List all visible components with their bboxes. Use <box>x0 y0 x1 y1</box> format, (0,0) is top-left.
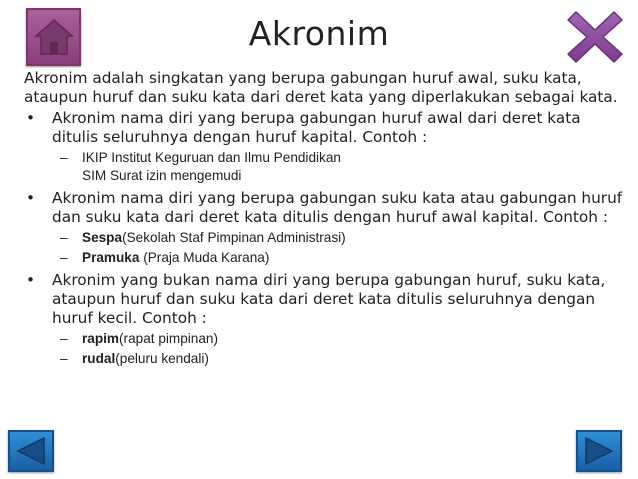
bullet-glyph: • <box>26 271 36 289</box>
dash-glyph: – <box>60 351 68 366</box>
bullet-item <box>24 189 624 227</box>
dash-glyph: – <box>60 250 68 265</box>
example-text: IKIP Institut Keguruan dan Ilmu Pendidikan <box>82 150 341 165</box>
dash-glyph: – <box>60 150 68 165</box>
slide-content <box>24 69 624 368</box>
example-item <box>24 149 624 185</box>
dash-glyph: – <box>60 331 68 346</box>
example-text <box>60 229 624 247</box>
bullet-text: Akronim nama diri yang berupa gabungan suku kata atau gabungan huruf dan suku kata dari deret kata ditulis dengan huruf awal kapital. Contoh : <box>52 189 623 226</box>
example-item <box>24 229 624 247</box>
bullet-item <box>24 271 624 328</box>
example-keyword: rudal <box>82 351 116 366</box>
bullet-item <box>24 109 624 147</box>
example-text <box>60 350 624 368</box>
bullet-glyph: • <box>26 109 36 127</box>
example-item <box>24 350 624 368</box>
example-desc: (Praja Muda Karana) <box>139 250 270 265</box>
slide-title: Akronim <box>248 14 390 53</box>
next-slide-button[interactable] <box>576 430 622 472</box>
previous-slide-button[interactable] <box>8 430 54 472</box>
example-keyword: Pramuka <box>82 250 140 265</box>
example-text: SIM Surat izin mengemudi <box>82 168 242 183</box>
example-keyword: rapim <box>82 331 120 346</box>
arrow-right-icon <box>582 435 616 467</box>
example-desc: (peluru kendali) <box>115 351 209 366</box>
bullet-glyph: • <box>26 189 36 207</box>
bullet-text: Akronim nama diri yang berupa gabungan huruf awal dari deret kata ditulis seluruhnya dengan huruf kapital. Contoh : <box>52 109 581 146</box>
intro-paragraph: Akronim adalah singkatan yang berupa gabungan huruf awal, suku kata, ataupun huruf dan suku kata dari deret kata yang diperlakukan sebagai kata. <box>24 69 618 106</box>
example-keyword: Sespa <box>82 230 123 245</box>
example-item <box>24 330 624 348</box>
arrow-left-icon <box>14 435 48 467</box>
example-text <box>60 330 624 348</box>
dash-glyph: – <box>60 230 68 245</box>
bullet-text: Akronim yang bukan nama diri yang berupa gabungan huruf, suku kata, ataupun huruf dan suku kata dari deret kata ditulis seluruhnya dengan huruf kecil. Contoh : <box>52 271 606 327</box>
example-desc: (rapat pimpinan) <box>119 331 219 346</box>
close-button[interactable] <box>566 8 624 66</box>
example-desc: (Sekolah Staf Pimpinan Administrasi) <box>122 230 346 245</box>
close-x-icon <box>566 8 624 66</box>
example-text <box>60 249 624 267</box>
example-item <box>24 249 624 267</box>
